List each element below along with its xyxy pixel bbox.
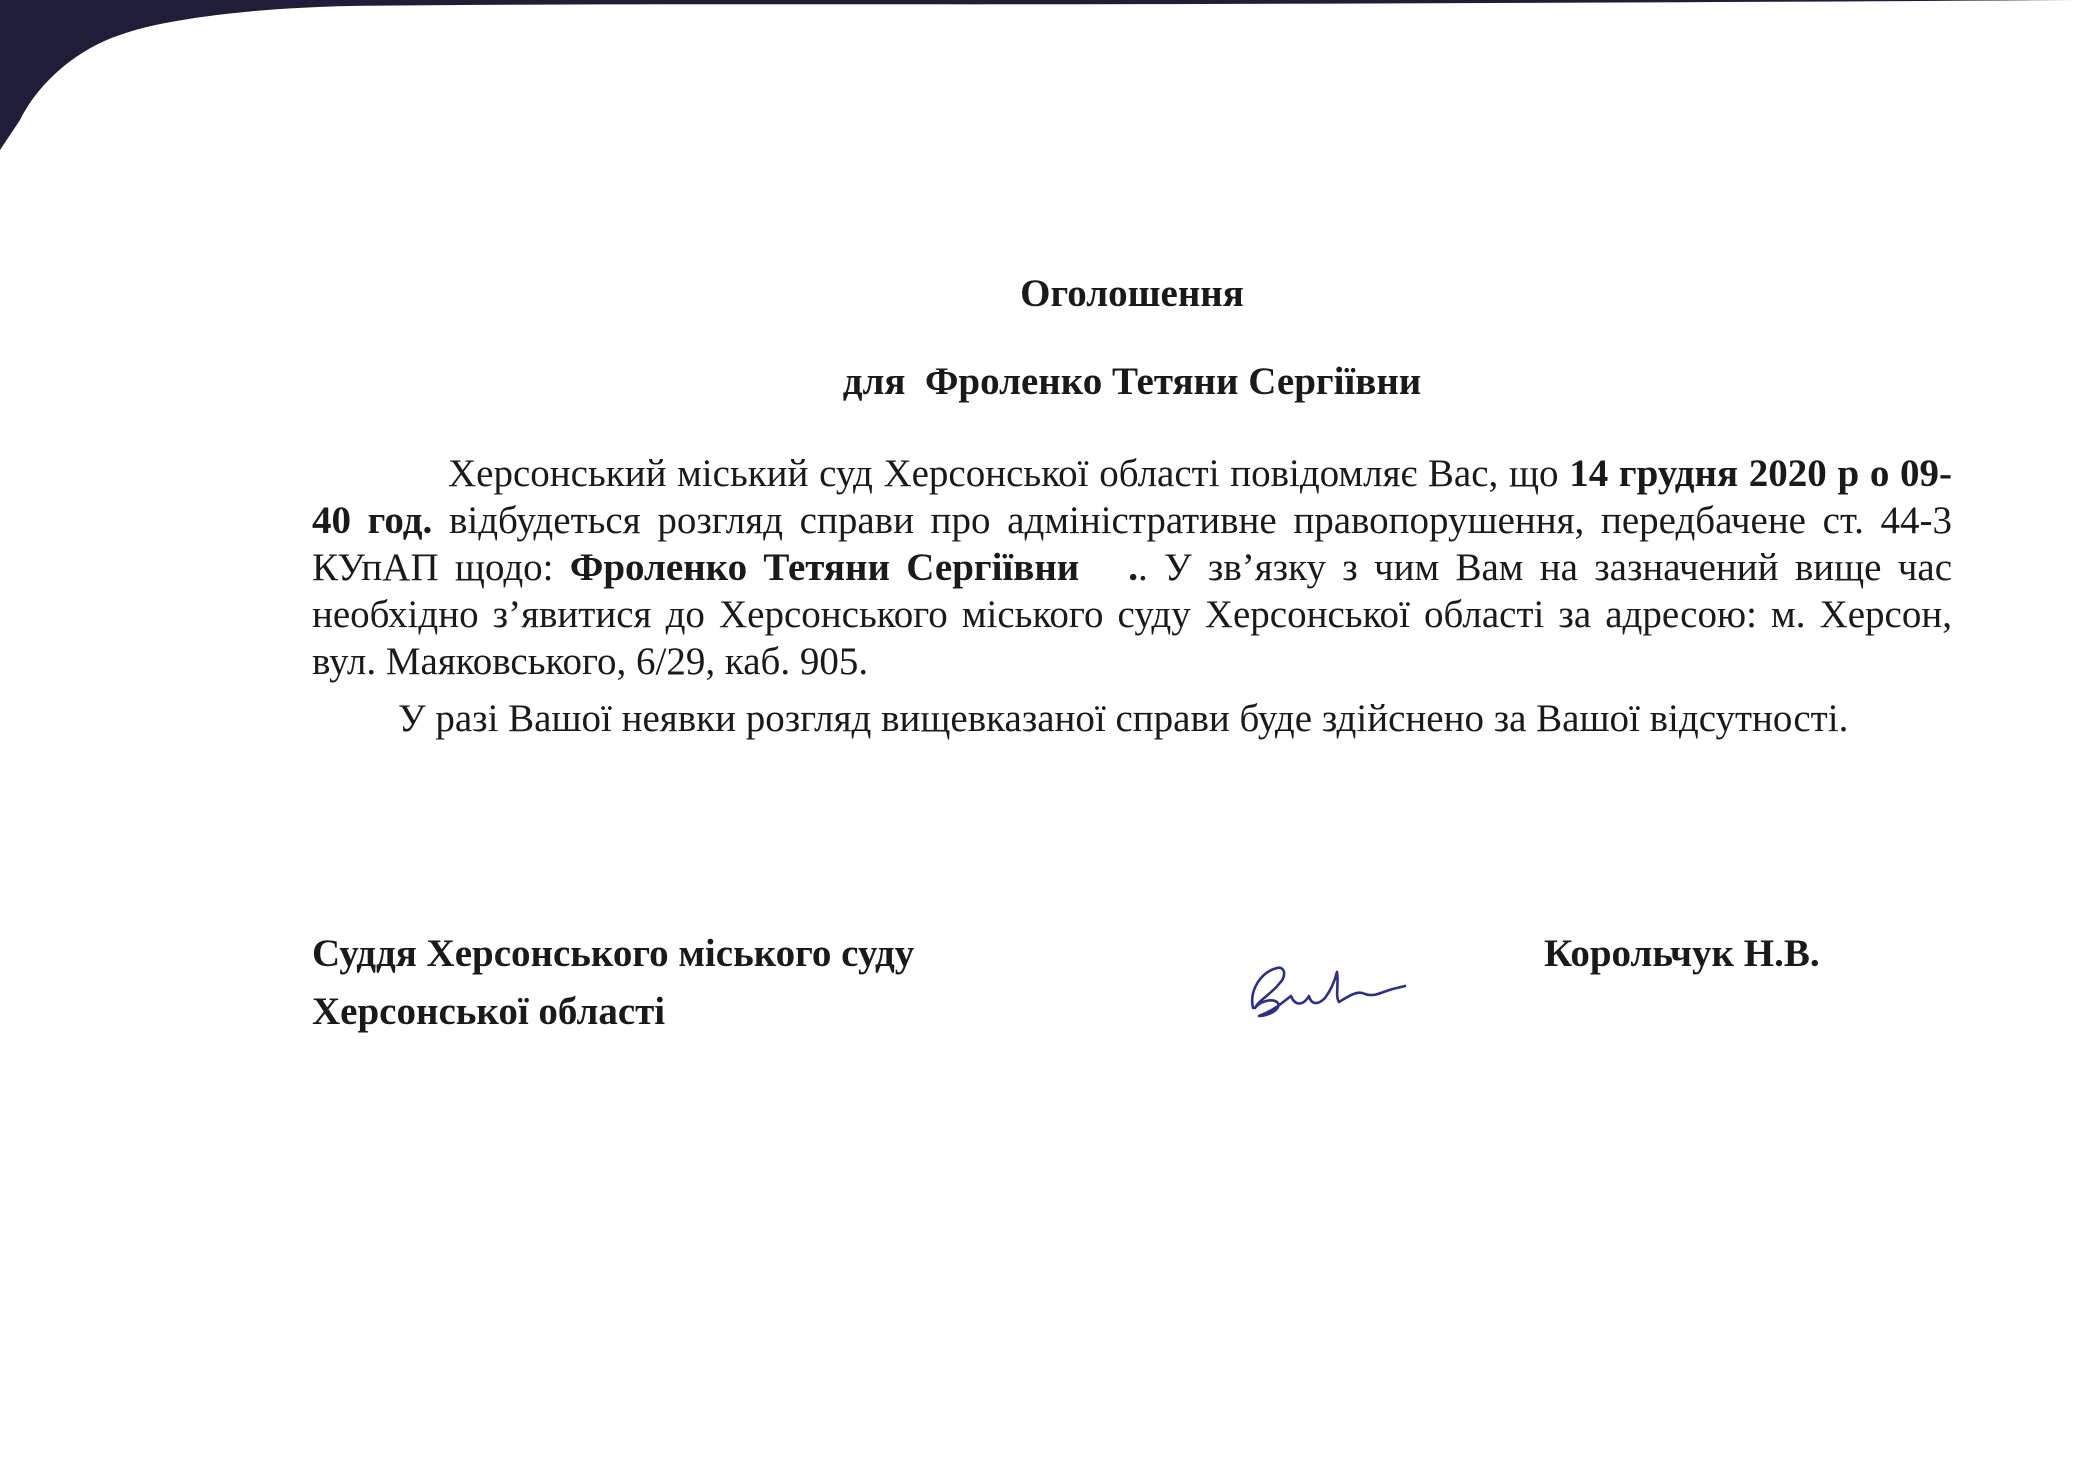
notice-tail-dot: .	[1128, 546, 1138, 589]
handwritten-signature	[1225, 950, 1425, 1030]
addressee-name: Фроленко Тетяни Сергіївни	[924, 360, 1422, 403]
notice-tail: . У зв’язку з чим Вам на зазначений вище час необхідно з’явитися до Херсонського міського суду Херсонської області за адресою: м. Херсон, вул. Маяковського, 6/29, каб. 905.	[312, 546, 1953, 683]
judge-position-line2: Херсонської області	[312, 990, 666, 1033]
absence-warning-paragraph: У разі Вашої неявки розгляд вищевказаної справи буде здійснено за Вашої відсутності.	[398, 697, 1849, 740]
judge-name: Корольчук Н.В.	[1544, 932, 1820, 975]
addressee-line	[312, 358, 1952, 405]
document-title: Оголошення	[1020, 272, 1244, 315]
hearing-datetime: 14 грудня 2020 р о 09-40 год.	[312, 452, 1952, 542]
notice-paragraph	[312, 450, 1952, 685]
judge-position-line1: Суддя Херсонського міського суду	[312, 932, 915, 975]
judge-position	[312, 925, 914, 1041]
notice-middle: відбудеться розгляд справи про адміністративне правопорушення, передбачене ст. 44-3 КУпАП щодо:	[312, 499, 1952, 589]
notice-intro: Херсонський міський суд Херсонської області повідомляє Вас, що	[448, 452, 1559, 495]
defendant-name: Фроленко Тетяни Сергіївни	[569, 546, 1080, 589]
addressee-prefix: для	[842, 360, 906, 403]
